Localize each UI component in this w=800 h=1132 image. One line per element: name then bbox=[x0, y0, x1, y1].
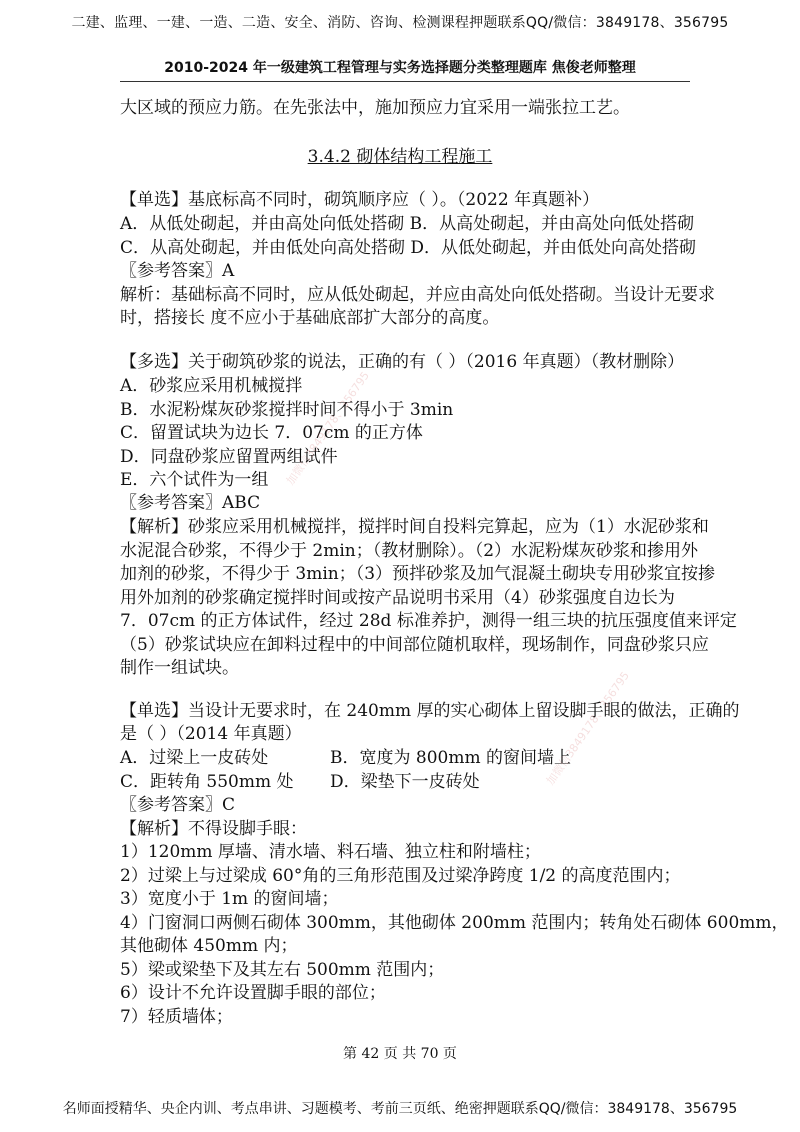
q1-answer: 〖参考答案〗A bbox=[120, 261, 235, 281]
q3-analysis-item: 7）轻质墙体； bbox=[120, 1007, 233, 1027]
q1-options-ab: A．从低处砌起，并由高处向低处搭砌 B．从高处砌起，并由高处向低处搭砌 bbox=[120, 214, 695, 234]
q3-stem: 是（ ）（2014 年真题） bbox=[120, 724, 302, 744]
q2-analysis-line: 加剂的砂浆，不得少于 3min；（3）预拌砂浆及加气混凝土砌块专用砂浆宜按掺 bbox=[120, 564, 716, 584]
bottom-contact-banner: 名师面授精华、央企内训、考点串讲、习题模考、考前三页纸、绝密押题联系QQ/微信：3849178、356795 bbox=[62, 1101, 738, 1117]
header-rule bbox=[120, 81, 690, 82]
watermark: 加微信3849178、356795 bbox=[543, 669, 632, 788]
q2-analysis-line: （5）砂浆试块应在卸料过程中的中间部位随机取样，现场制作，同盘砂浆只应 bbox=[120, 635, 709, 655]
q3-option-c: C．距转角 550mm 处 bbox=[120, 772, 294, 792]
q3-option-a: A．过梁上一皮砖处 bbox=[120, 748, 269, 768]
q3-analysis-item: 1）120mm 厚墙、清水墙、料石墙、独立柱和附墙柱； bbox=[120, 842, 541, 862]
q3-option-b: B．宽度为 800mm 的窗间墙上 bbox=[330, 748, 571, 768]
q2-analysis-line: 7．07cm 的正方体试件，经过 28d 标准养护，测得一组三块的抗压强度值来评定 bbox=[120, 611, 737, 631]
top-contact-banner: 二建、监理、一建、一造、二造、安全、消防、咨询、检测课程押题联系QQ/微信：3849178、356795 bbox=[71, 15, 729, 31]
q2-option-a: A．砂浆应采用机械搅拌 bbox=[120, 376, 303, 396]
section-title: 3.4.2 砌体结构工程施工 bbox=[307, 147, 493, 167]
q1-options-cd: C．从高处砌起，并由低处向高处搭砌 D．从低处砌起，并由低处向高处搭砌 bbox=[120, 238, 697, 258]
document-subtitle: 2010-2024 年一级建筑工程管理与实务选择题分类整理题库 焦俊老师整理 bbox=[164, 60, 636, 76]
q2-stem: 【多选】关于砌筑砂浆的说法，正确的有（ ）（2016 年真题）（教材删除） bbox=[120, 352, 685, 372]
q3-analysis-item: 其他砌体 450mm 内； bbox=[120, 936, 298, 956]
q2-option-c: C．留置试块为边长 7．07cm 的正方体 bbox=[120, 423, 423, 443]
q2-option-b: B．水泥粉煤灰砂浆搅拌时间不得小于 3min bbox=[120, 400, 454, 420]
q3-answer: 〖参考答案〗C bbox=[120, 795, 236, 815]
q3-analysis-item: 4）门窗洞口两侧石砌体 300mm，其他砌体 200mm 范围内；转角处石砌体 600mm， bbox=[120, 913, 789, 933]
q1-analysis-line: 解析：基础标高不同时，应从低处砌起，并应由高处向低处搭砌。当设计无要求 bbox=[120, 285, 715, 305]
q2-analysis-line: 【解析】砂浆应采用机械搅拌，搅拌时间自投料完算起，应为（1）水泥砂浆和 bbox=[120, 517, 709, 537]
watermark: 加微信3849178、356795 bbox=[283, 369, 372, 488]
q3-analysis-item: 5）梁或梁垫下及其左右 500mm 范围内； bbox=[120, 960, 445, 980]
q3-analysis-item: 2）过梁上与过梁成 60°角的三角形范围及过梁净跨度 1/2 的高度范围内； bbox=[120, 866, 681, 886]
q3-stem: 【单选】当设计无要求时，在 240mm 厚的实心砌体上留设脚手眼的做法，正确的 bbox=[120, 701, 740, 721]
q1-stem: 【单选】基底标高不同时，砌筑顺序应（ ）。（2022 年真题补） bbox=[120, 190, 600, 210]
q3-option-d: D．梁垫下一皮砖处 bbox=[330, 772, 480, 792]
q3-analysis-heading: 【解析】不得设脚手眼： bbox=[120, 819, 307, 839]
q2-option-d: D．同盘砂浆应留置两组试件 bbox=[120, 447, 338, 467]
q2-analysis-line: 制作一组试块。 bbox=[120, 658, 239, 678]
q2-analysis-line: 水泥混合砂浆，不得少于 2min；（教材删除）。（2）水泥粉煤灰砂浆和掺用外 bbox=[120, 541, 699, 561]
page-number: 第 42 页 共 70 页 bbox=[343, 1046, 457, 1062]
q2-answer: 〖参考答案〗ABC bbox=[120, 493, 261, 513]
q3-analysis-item: 6）设计不允许设置脚手眼的部位； bbox=[120, 983, 386, 1003]
q3-analysis-item: 3）宽度小于 1m 的窗间墙； bbox=[120, 889, 339, 909]
q1-analysis-line: 时，搭接长 度不应小于基础底部扩大部分的高度。 bbox=[120, 308, 500, 328]
intro-line: 大区域的预应力筋。在先张法中，施加预应力宜采用一端张拉工艺。 bbox=[120, 98, 630, 118]
q2-analysis-line: 用外加剂的砂浆确定搅拌时间或按产品说明书采用（4）砂浆强度自边长为 bbox=[120, 588, 675, 608]
q2-option-e: E．六个试件为一组 bbox=[120, 470, 269, 490]
